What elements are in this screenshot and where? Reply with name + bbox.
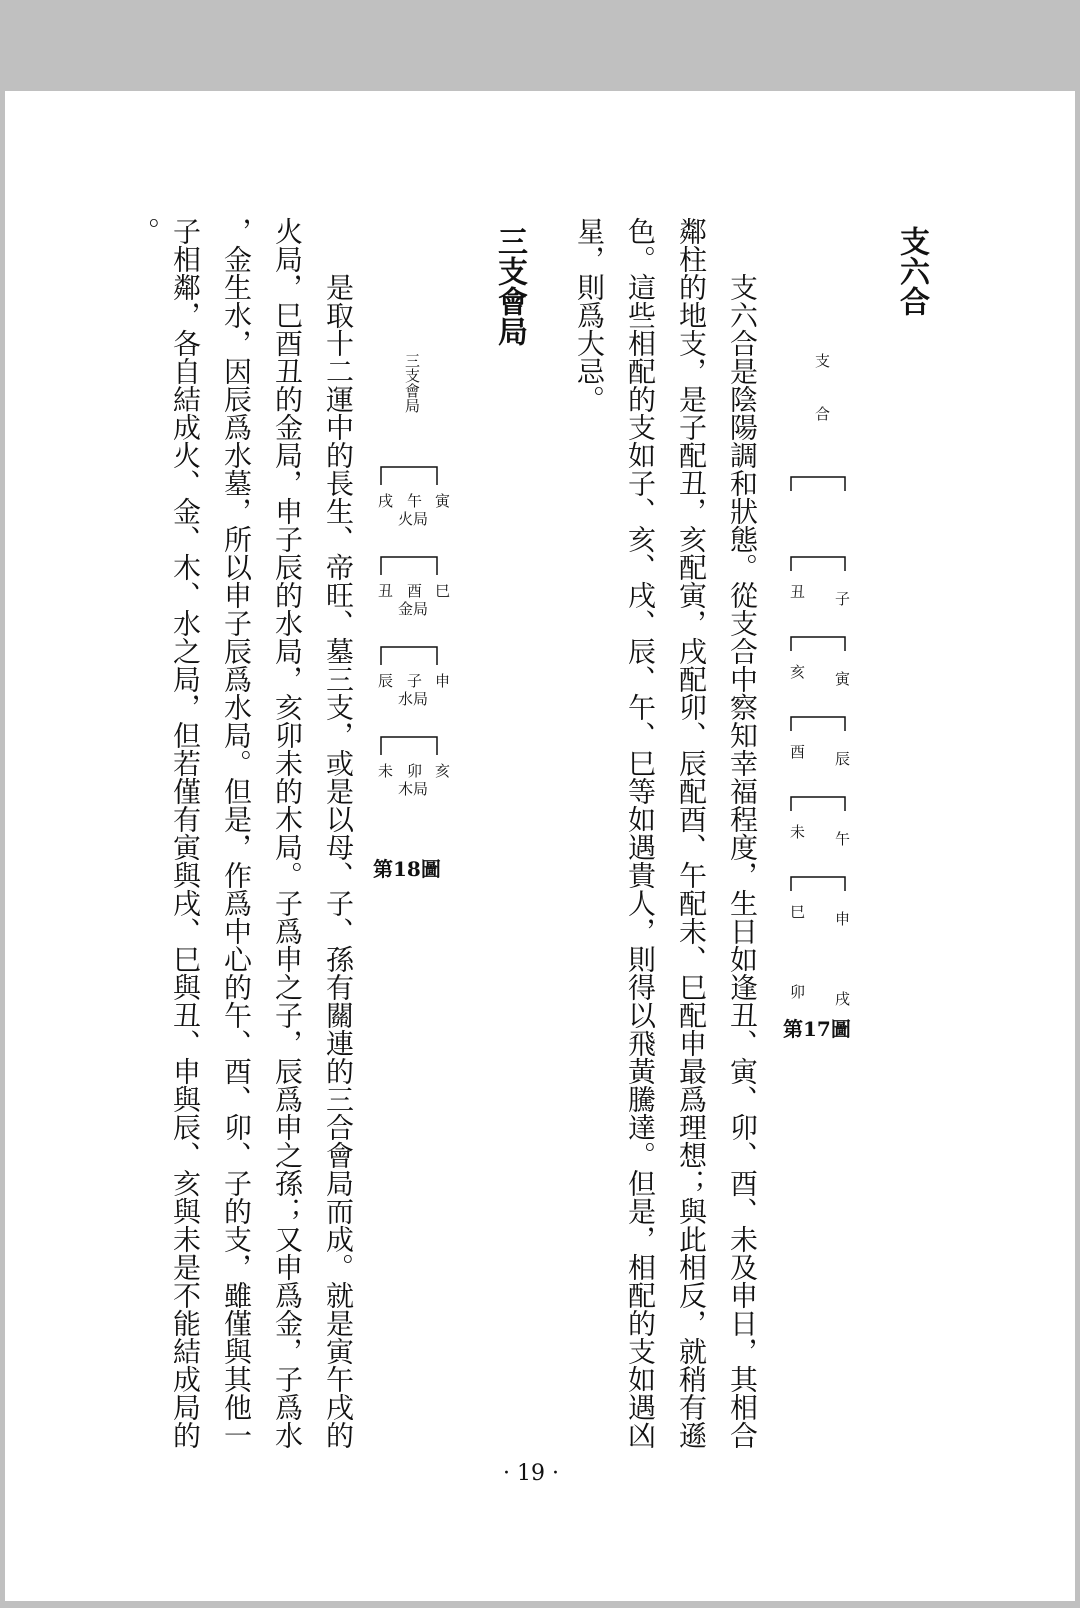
group-3-mid: 子 [407,672,423,690]
group-4-right: 亥 [435,762,451,780]
pair-1-right: 子 [835,590,851,608]
paragraph-column: 火局，巳酉丑的金局，申子辰的水局，亥卯未的木局。子爲申之子，辰爲申之孫；又申爲金，子爲水 [271,217,304,1449]
figure-17-caption: 第17圖 [783,1017,851,1041]
group-4-mid: 卯 [407,762,423,780]
pair-2-right: 寅 [835,670,851,688]
group-3-right: 申 [435,672,451,690]
figure-18-title: 三支會局 [403,353,421,413]
group-2-left: 丑 [378,582,394,600]
group-1-mid: 午 [407,492,423,510]
paragraph-column: 星，則爲大忌。 [573,217,606,413]
pair-4-left: 未 [790,823,806,841]
pair-5-right: 申 [835,910,851,928]
paragraph-column: 子相鄰，各自結成火、金、木、水之局，但若僅有寅與戌、巳與丑、申與辰、亥與未是不能結成局的 [169,217,202,1449]
pair-3-right: 辰 [835,750,851,768]
group-3-left: 辰 [378,672,394,690]
pair-4-right: 午 [835,830,851,848]
paragraph-column: 鄰柱的地支，是子配丑，亥配寅，戌配卯、辰配酉、午配未、巳配申最爲理想；與此相反，就稍有遜 [675,217,708,1449]
figure-18-caption: 第18圖 [373,857,441,881]
figure-17-title: 支合 [813,353,831,459]
group-4-name: 木局 [398,780,429,798]
pair-6-left: 卯 [790,983,806,1001]
page-number: · 19 · [503,1461,559,1486]
pair-3-left: 酉 [790,743,806,761]
section-heading-liuhe: 支六合 [894,226,929,316]
group-2-mid: 酉 [407,582,423,600]
group-2-name: 金局 [398,600,429,618]
pair-6-right: 戌 [835,990,851,1008]
paragraph-column: 。 [128,217,161,245]
paragraph-column: ，金生水，因辰爲水墓，所以申子辰爲水局。但是，作爲中心的午、酉、卯、子的支，雖僅與其他一 [220,217,253,1449]
book-page [5,91,1075,1601]
group-4-left: 未 [378,762,394,780]
group-2-right: 巳 [435,582,451,600]
group-3-name: 水局 [398,690,429,708]
group-1-left: 戌 [378,492,394,510]
section-heading-sanhui: 三支會局 [492,226,527,346]
paragraph-column: 色。這些相配的支如子、亥、戌、辰、午、巳等如遇貴人，則得以飛黃騰達。但是，相配的支如遇凶 [624,217,657,1449]
paragraph-column: 是取十二運中的長生、帝旺、墓三支，或是以母、子、孫有關連的三合會局而成。就是寅午戌的 [322,273,355,1449]
group-1-name: 火局 [398,510,429,528]
group-1-right: 寅 [435,492,451,510]
pair-5-left: 巳 [790,903,806,921]
paragraph-column: 支六合是陰陽調和狀態。從支合中察知幸福程度，生日如逢丑、寅、卯、酉、未及申日，其相合 [726,273,759,1449]
pair-1-left: 丑 [790,583,806,601]
pair-2-left: 亥 [790,663,806,681]
